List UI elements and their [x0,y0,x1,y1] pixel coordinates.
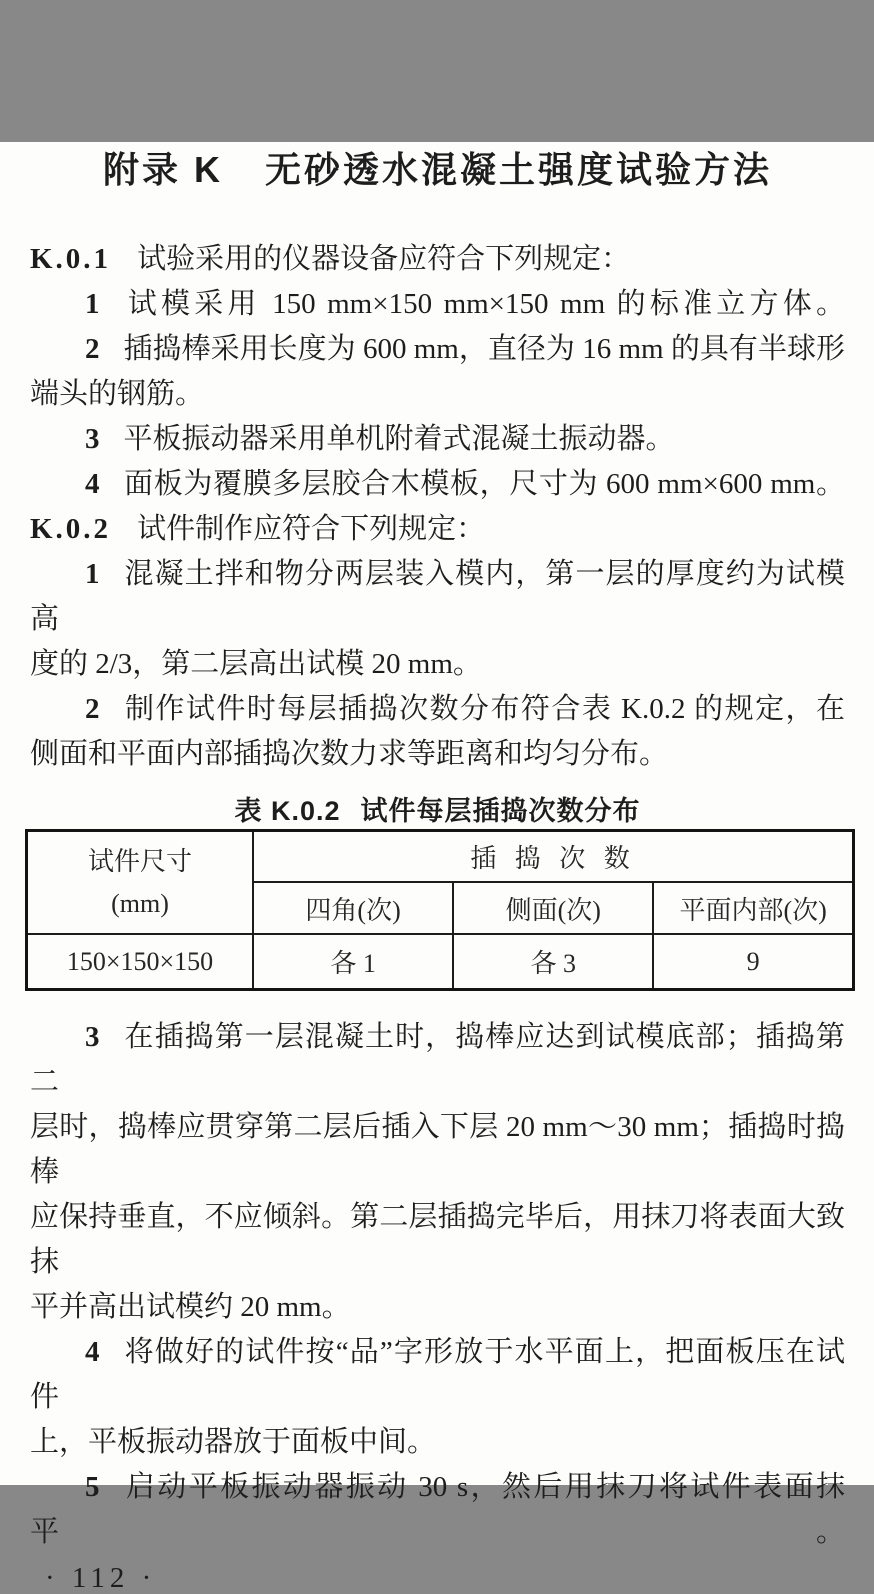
specimen-size-label: 试件尺寸 [87,846,192,876]
document-page [0,142,874,1594]
clause-line: 启动平板振动器振动 30 s，然后用抹刀将试件表面抹平。 [30,1471,845,1548]
clause-number: 3 [85,1021,100,1053]
clause-number: 5 [85,1471,100,1503]
section-k02-label: K.0.2 [30,513,112,545]
clause-number: 1 [85,288,100,320]
clause-number: 1 [85,558,100,590]
data-cell-plane-interior: 9 [653,934,853,990]
data-cell-sides: 各 3 [453,934,653,990]
clause-k01-1 [30,282,845,327]
appendix-title-label: 附录 K [102,149,223,190]
clause-k02-4-cont: 上，平板振动器放于面板中间。 [30,1426,437,1458]
section-k01-heading-text: 试验采用的仪器设备应符合下列规定： [137,243,631,275]
clause-line: 混凝土拌和物分两层装入模内，第一层的厚度约为试模高 [30,558,845,635]
clause-line: 试模采用 150 mm×150 mm×150 mm 的标准立方体。 [123,288,845,320]
header-cell-sides: 侧面(次) [453,882,653,934]
appendix-title [30,142,845,197]
clause-k02-2-cont: 侧面和平面内部插捣次数力求等距离和均匀分布。 [30,738,669,770]
clause-k01-2-cont: 端头的钢筋。 [30,378,205,410]
section-k01-label: K.0.1 [30,243,112,275]
body-text-block [30,237,845,777]
appendix-title-text: 无砂透水混凝土强度试验方法 [265,149,773,190]
clause-k02-2 [30,687,845,732]
specimen-size-unit: (mm) [111,888,169,918]
clause-number: 2 [85,333,100,365]
clause-k02-1-cont: 度的 2/3，第二层高出试模 20 mm。 [30,648,482,680]
clause-line: 在插捣第一层混凝土时，捣棒应达到试模底部；插捣第二 [30,1021,845,1098]
clause-line: 制作试件时每层插捣次数分布符合表 K.0.2 的规定，在 [123,693,845,725]
table-data-row [27,934,854,990]
data-cell-specimen-size: 150×150×150 [27,934,254,990]
page-number: · 112 · [45,1562,157,1594]
clause-number: 2 [85,693,100,725]
clause-line: 插捣棒采用长度为 600 mm，直径为 16 mm 的具有半球形 [123,333,845,365]
clause-k01-2 [30,327,845,372]
section-k01-heading [30,237,845,282]
clause-number: 3 [85,423,100,455]
section-k02-heading [30,507,845,552]
clause-k02-5 [30,1465,845,1555]
clause-number: 4 [85,468,100,500]
clause-k02-4 [30,1330,845,1420]
clause-k02-3-cont-2: 应保持垂直，不应倾斜。第二层插捣完毕后，用抹刀将表面大致抹 [30,1201,845,1278]
clause-line: 平板振动器采用单机附着式混凝土振动器。 [123,423,675,455]
header-cell-corners: 四角(次) [253,882,453,934]
tamping-distribution-table [25,829,855,991]
clause-line: 面板为覆膜多层胶合木模板，尺寸为 600 mm×600 mm。 [123,468,845,500]
clause-k02-3-cont-1: 层时，捣棒应贯穿第二层后插入下层 20 mm～30 mm；插捣时捣棒 [30,1111,845,1188]
clause-k02-1 [30,552,845,642]
clause-number: 4 [85,1336,100,1368]
clause-k01-3 [30,417,845,462]
clause-k01-4 [30,462,845,507]
clause-k02-3 [30,1015,845,1105]
header-cell-specimen-size [27,831,254,935]
table-caption [30,795,845,827]
data-cell-corners: 各 1 [253,934,453,990]
table-caption-label: 表 K.0.2 [234,796,341,826]
clause-k02-3-cont-3: 平并高出试模约 20 mm。 [30,1291,351,1323]
table-caption-text: 试件每层插捣次数分布 [360,796,641,826]
page-content [0,142,874,1593]
table-header-row-1 [27,831,854,883]
clause-line: 将做好的试件按“品”字形放于水平面上，把面板压在试件 [30,1336,845,1413]
section-k02-heading-text: 试件制作应符合下列规定： [137,513,486,545]
header-cell-tamping-times: 插 捣 次 数 [253,831,854,883]
header-cell-plane-interior: 平面内部(次) [653,882,853,934]
body-text-block-after-table [30,1015,845,1555]
